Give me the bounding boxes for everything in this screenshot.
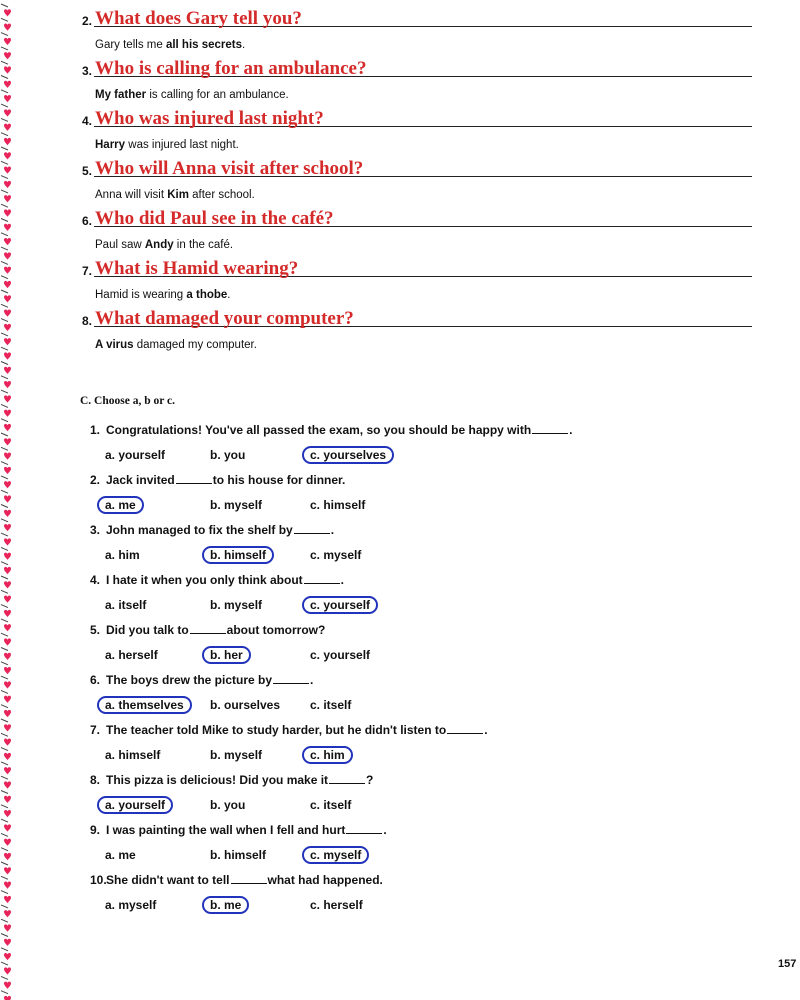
- answer-text: Gary tells me: [95, 39, 166, 51]
- selected-option: c. yourselves: [302, 446, 394, 464]
- choice-question: [90, 823, 387, 837]
- option: b. you: [210, 798, 246, 812]
- question-row: [82, 104, 752, 130]
- choice-number: 3.: [90, 523, 101, 537]
- choice-number: 5.: [90, 623, 101, 637]
- choice-sentence-start: I hate it when you only think about: [106, 573, 303, 587]
- given-answer: [95, 289, 231, 301]
- question-row: [82, 54, 752, 80]
- question-text: Who was injured last night?: [95, 108, 324, 129]
- choice-number: 1.: [90, 423, 101, 437]
- choice-sentence-end: .: [330, 523, 335, 537]
- choice-sentence-end: .: [569, 423, 573, 437]
- answer-blank: [294, 523, 330, 534]
- choice-question: [90, 523, 334, 537]
- answer-text: Paul saw: [95, 239, 145, 251]
- given-answer: [95, 139, 239, 151]
- question-row: [82, 204, 752, 230]
- selected-option: b. me: [202, 896, 249, 914]
- choice-sentence-end: what had happened.: [267, 873, 383, 887]
- question-text: What does Gary tell you?: [95, 8, 302, 29]
- option: a. me: [105, 848, 136, 862]
- answer-highlight: Harry: [95, 139, 126, 151]
- choice-number: 8.: [90, 773, 101, 787]
- question-number: 5.: [82, 164, 93, 178]
- choice-question: [90, 773, 373, 787]
- choice-number: 9.: [90, 823, 101, 837]
- given-answer: [95, 39, 245, 51]
- answer-blank: [447, 723, 483, 734]
- answer-highlight: all his secrets: [165, 39, 243, 51]
- answer-blank: [273, 673, 309, 684]
- choice-question: [90, 573, 344, 587]
- choice-sentence-start: Jack invited: [106, 473, 175, 487]
- choice-sentence-start: This pizza is delicious! Did you make it: [106, 773, 329, 787]
- option: a. himself: [105, 748, 161, 762]
- answer-text: is calling for an ambulance.: [146, 89, 289, 101]
- choice-sentence-start: The boys drew the picture by: [106, 673, 273, 687]
- answer-blank: [532, 423, 568, 434]
- selected-option: c. myself: [302, 846, 369, 864]
- choice-sentence-end: to his house for dinner.: [212, 473, 346, 487]
- answer-blank: [176, 473, 212, 484]
- option: c. myself: [310, 548, 362, 562]
- given-answer: [95, 339, 257, 351]
- option: b. myself: [210, 598, 263, 612]
- answer-text: in the café.: [173, 239, 234, 251]
- option: a. myself: [105, 898, 157, 912]
- answer-highlight: Andy: [144, 239, 174, 251]
- choice-number: 4.: [90, 573, 101, 587]
- selected-option: b. himself: [202, 546, 274, 564]
- choice-sentence-end: ?: [366, 773, 374, 787]
- option: a. yourself: [105, 448, 166, 462]
- choice-question: [90, 473, 345, 487]
- question-number: 2.: [82, 14, 93, 28]
- choice-sentence-start: John managed to fix the shelf by: [106, 523, 293, 537]
- selected-option: c. yourself: [302, 596, 378, 614]
- question-text: Who is calling for an ambulance?: [95, 58, 367, 79]
- option: a. him: [105, 548, 140, 562]
- choice-sentence-start: The teacher told Mike to study harder, but he didn't listen to: [106, 723, 447, 737]
- question-number: 8.: [82, 314, 93, 328]
- answer-highlight: Kim: [167, 189, 189, 201]
- answer-text: .: [227, 289, 231, 301]
- selected-option: a. themselves: [97, 696, 192, 714]
- answer-text: was injured last night.: [125, 139, 239, 151]
- choice-number: 6.: [90, 673, 101, 687]
- question-number: 7.: [82, 264, 93, 278]
- question-text: What damaged your computer?: [95, 308, 354, 329]
- choice-number: 2.: [90, 473, 101, 487]
- answer-text: .: [242, 39, 246, 51]
- choice-sentence-start: Did you talk to: [106, 623, 189, 637]
- given-answer: [95, 189, 255, 201]
- choice-number: 10.: [90, 873, 107, 887]
- choice-sentence-end: about tomorrow?: [226, 623, 326, 637]
- option: c. itself: [310, 798, 352, 812]
- choice-question: [90, 723, 488, 737]
- selected-option: c. him: [302, 746, 353, 764]
- question-text: Who will Anna visit after school?: [95, 158, 364, 179]
- choice-sentence-start: Congratulations! You've all passed the exam, so you should be happy with: [106, 423, 532, 437]
- option: b. himself: [210, 848, 267, 862]
- answer-highlight: My father: [95, 89, 147, 101]
- question-row: [82, 154, 752, 180]
- choice-sentence-end: .: [383, 823, 387, 837]
- question-text: Who did Paul see in the café?: [95, 208, 334, 229]
- choice-question: [90, 623, 325, 637]
- question-number: 4.: [82, 114, 93, 128]
- answer-highlight: A virus: [95, 339, 134, 351]
- answer-blank: [304, 573, 340, 584]
- choice-sentence-end: .: [310, 673, 314, 687]
- selected-option: a. me: [97, 496, 144, 514]
- answer-text: damaged my computer.: [133, 339, 257, 351]
- option: a. itself: [105, 598, 147, 612]
- question-number: 3.: [82, 64, 93, 78]
- option: a. herself: [105, 648, 158, 662]
- answer-text: Hamid is wearing: [95, 289, 187, 301]
- option: c. itself: [310, 698, 352, 712]
- answer-blank: [231, 873, 267, 884]
- choice-question: [90, 673, 313, 687]
- option: b. myself: [210, 498, 263, 512]
- question-row: [82, 4, 752, 30]
- option: b. you: [210, 448, 246, 462]
- answer-text: after school.: [188, 189, 255, 201]
- choice-question: [90, 873, 383, 887]
- answer-text: Anna will visit: [95, 189, 168, 201]
- choice-question: [90, 423, 573, 437]
- option: c. himself: [310, 498, 366, 512]
- section-c-title: C. Choose a, b or c.: [80, 395, 175, 407]
- choice-sentence-end: .: [340, 573, 345, 587]
- choice-sentence-end: .: [484, 723, 488, 737]
- option: b. ourselves: [210, 698, 281, 712]
- option: c. herself: [310, 898, 363, 912]
- selected-option: b. her: [202, 646, 251, 664]
- question-text: What is Hamid wearing?: [95, 258, 299, 279]
- selected-option: a. yourself: [97, 796, 173, 814]
- question-row: [82, 254, 752, 280]
- choice-number: 7.: [90, 723, 101, 737]
- page-number: 157: [778, 958, 797, 970]
- answer-blank: [346, 823, 382, 834]
- question-number: 6.: [82, 214, 93, 228]
- given-answer: [95, 89, 289, 101]
- option: c. yourself: [310, 648, 371, 662]
- question-row: [82, 304, 752, 330]
- answer-blank: [329, 773, 365, 784]
- answer-highlight: a thobe: [186, 289, 228, 301]
- choice-sentence-start: I was painting the wall when I fell and hurt: [106, 823, 346, 837]
- given-answer: [95, 239, 233, 251]
- choice-sentence-start: She didn't want to tell: [106, 873, 230, 887]
- answer-blank: [190, 623, 226, 634]
- option: b. myself: [210, 748, 263, 762]
